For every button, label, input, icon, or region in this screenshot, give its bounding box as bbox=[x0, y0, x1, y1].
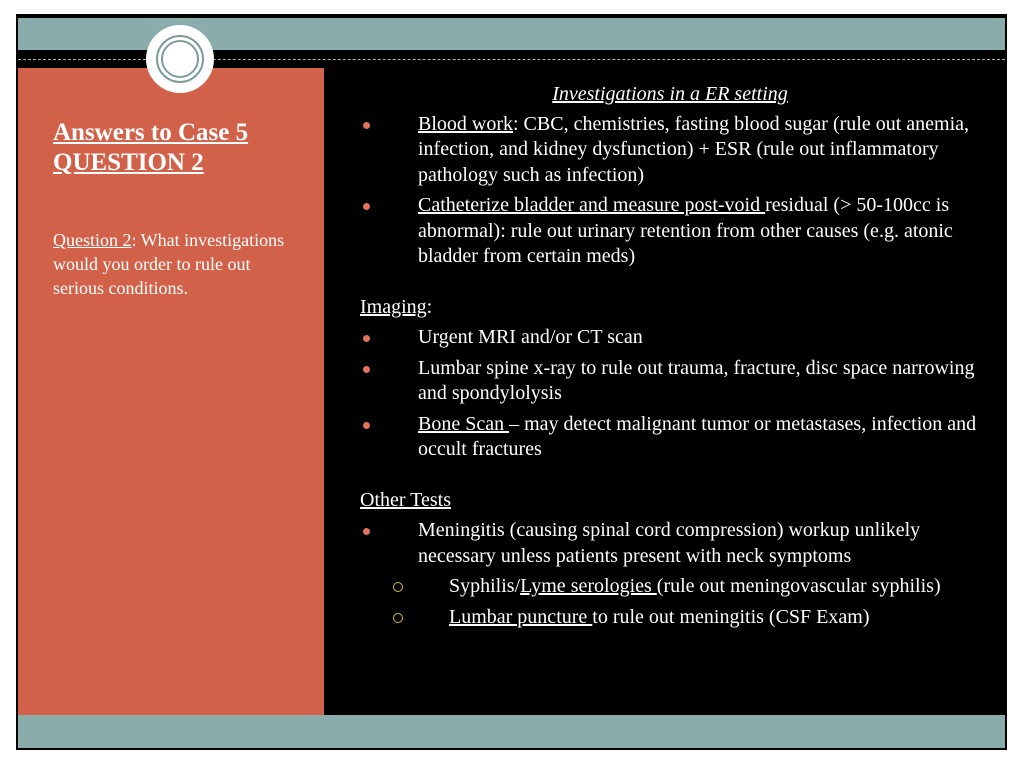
list-item bbox=[360, 193, 980, 270]
bullet-icon bbox=[363, 335, 370, 342]
bullet-icon bbox=[363, 422, 370, 429]
item-underlined: Bone Scan bbox=[418, 412, 510, 435]
sub-list-item bbox=[360, 605, 980, 631]
bottom-band bbox=[18, 715, 1005, 748]
question-text bbox=[53, 228, 303, 300]
bullet-icon bbox=[363, 528, 370, 535]
bullet-icon bbox=[363, 122, 370, 129]
sub-list-item bbox=[360, 574, 980, 600]
item-text: to rule out meningitis (CSF Exam) bbox=[592, 605, 870, 628]
other-tests-heading: Other Tests bbox=[360, 488, 451, 511]
item-text: : CBC, chemistries, fasting blood sugar (rule out anemia, infection, and kidney dysfunction) + ESR (rule out inflammatory pathology such as infection) bbox=[418, 112, 970, 186]
item-underlined: Catheterize bladder and measure post-void bbox=[418, 194, 766, 216]
circle-medallion-icon bbox=[146, 25, 214, 93]
item-text: – may detect malignant tumor or metastases, infection and occult fractures bbox=[418, 412, 977, 460]
item-underlined: Blood work bbox=[418, 112, 513, 135]
section-heading: Investigations in a ER setting bbox=[552, 83, 788, 105]
item-text: Lumbar spine x-ray to rule out trauma, fracture, disc space narrowing and spondylolysis bbox=[418, 356, 975, 404]
item-prefix: Syphilis/ bbox=[449, 575, 521, 597]
imaging-colon: : bbox=[426, 295, 433, 318]
item-text: (rule out meningovascular syphilis) bbox=[656, 575, 941, 597]
item-underlined: Lumbar puncture bbox=[449, 605, 593, 628]
list-item bbox=[360, 112, 980, 189]
bullet-icon bbox=[363, 203, 370, 210]
question-label: Question 2 bbox=[53, 230, 132, 250]
item-text: Urgent MRI and/or CT scan bbox=[418, 326, 643, 348]
list-item bbox=[360, 518, 980, 569]
hollow-bullet-icon bbox=[393, 613, 403, 623]
item-text: Meningitis (causing spinal cord compression) workup unlikely necessary unless patients present with neck symptoms bbox=[418, 519, 921, 567]
item-text: residual (> 50-100cc is abnormal): rule out urinary retention from other causes (e.g. atonic bladder from certain meds) bbox=[418, 194, 953, 267]
hollow-bullet-icon bbox=[393, 582, 403, 592]
imaging-heading bbox=[360, 295, 980, 321]
item-underlined: Lyme serologies bbox=[520, 575, 657, 597]
slide-title: Answers to Case 5 QUESTION 2 bbox=[53, 119, 249, 176]
list-item bbox=[360, 325, 980, 351]
list-item bbox=[360, 412, 980, 463]
bullet-icon bbox=[363, 366, 370, 373]
list-item bbox=[360, 356, 980, 407]
slide-content bbox=[360, 82, 980, 635]
question-body: : What investigations would you order to rule out serious conditions. bbox=[53, 230, 285, 298]
imaging-label: Imaging bbox=[360, 295, 427, 318]
